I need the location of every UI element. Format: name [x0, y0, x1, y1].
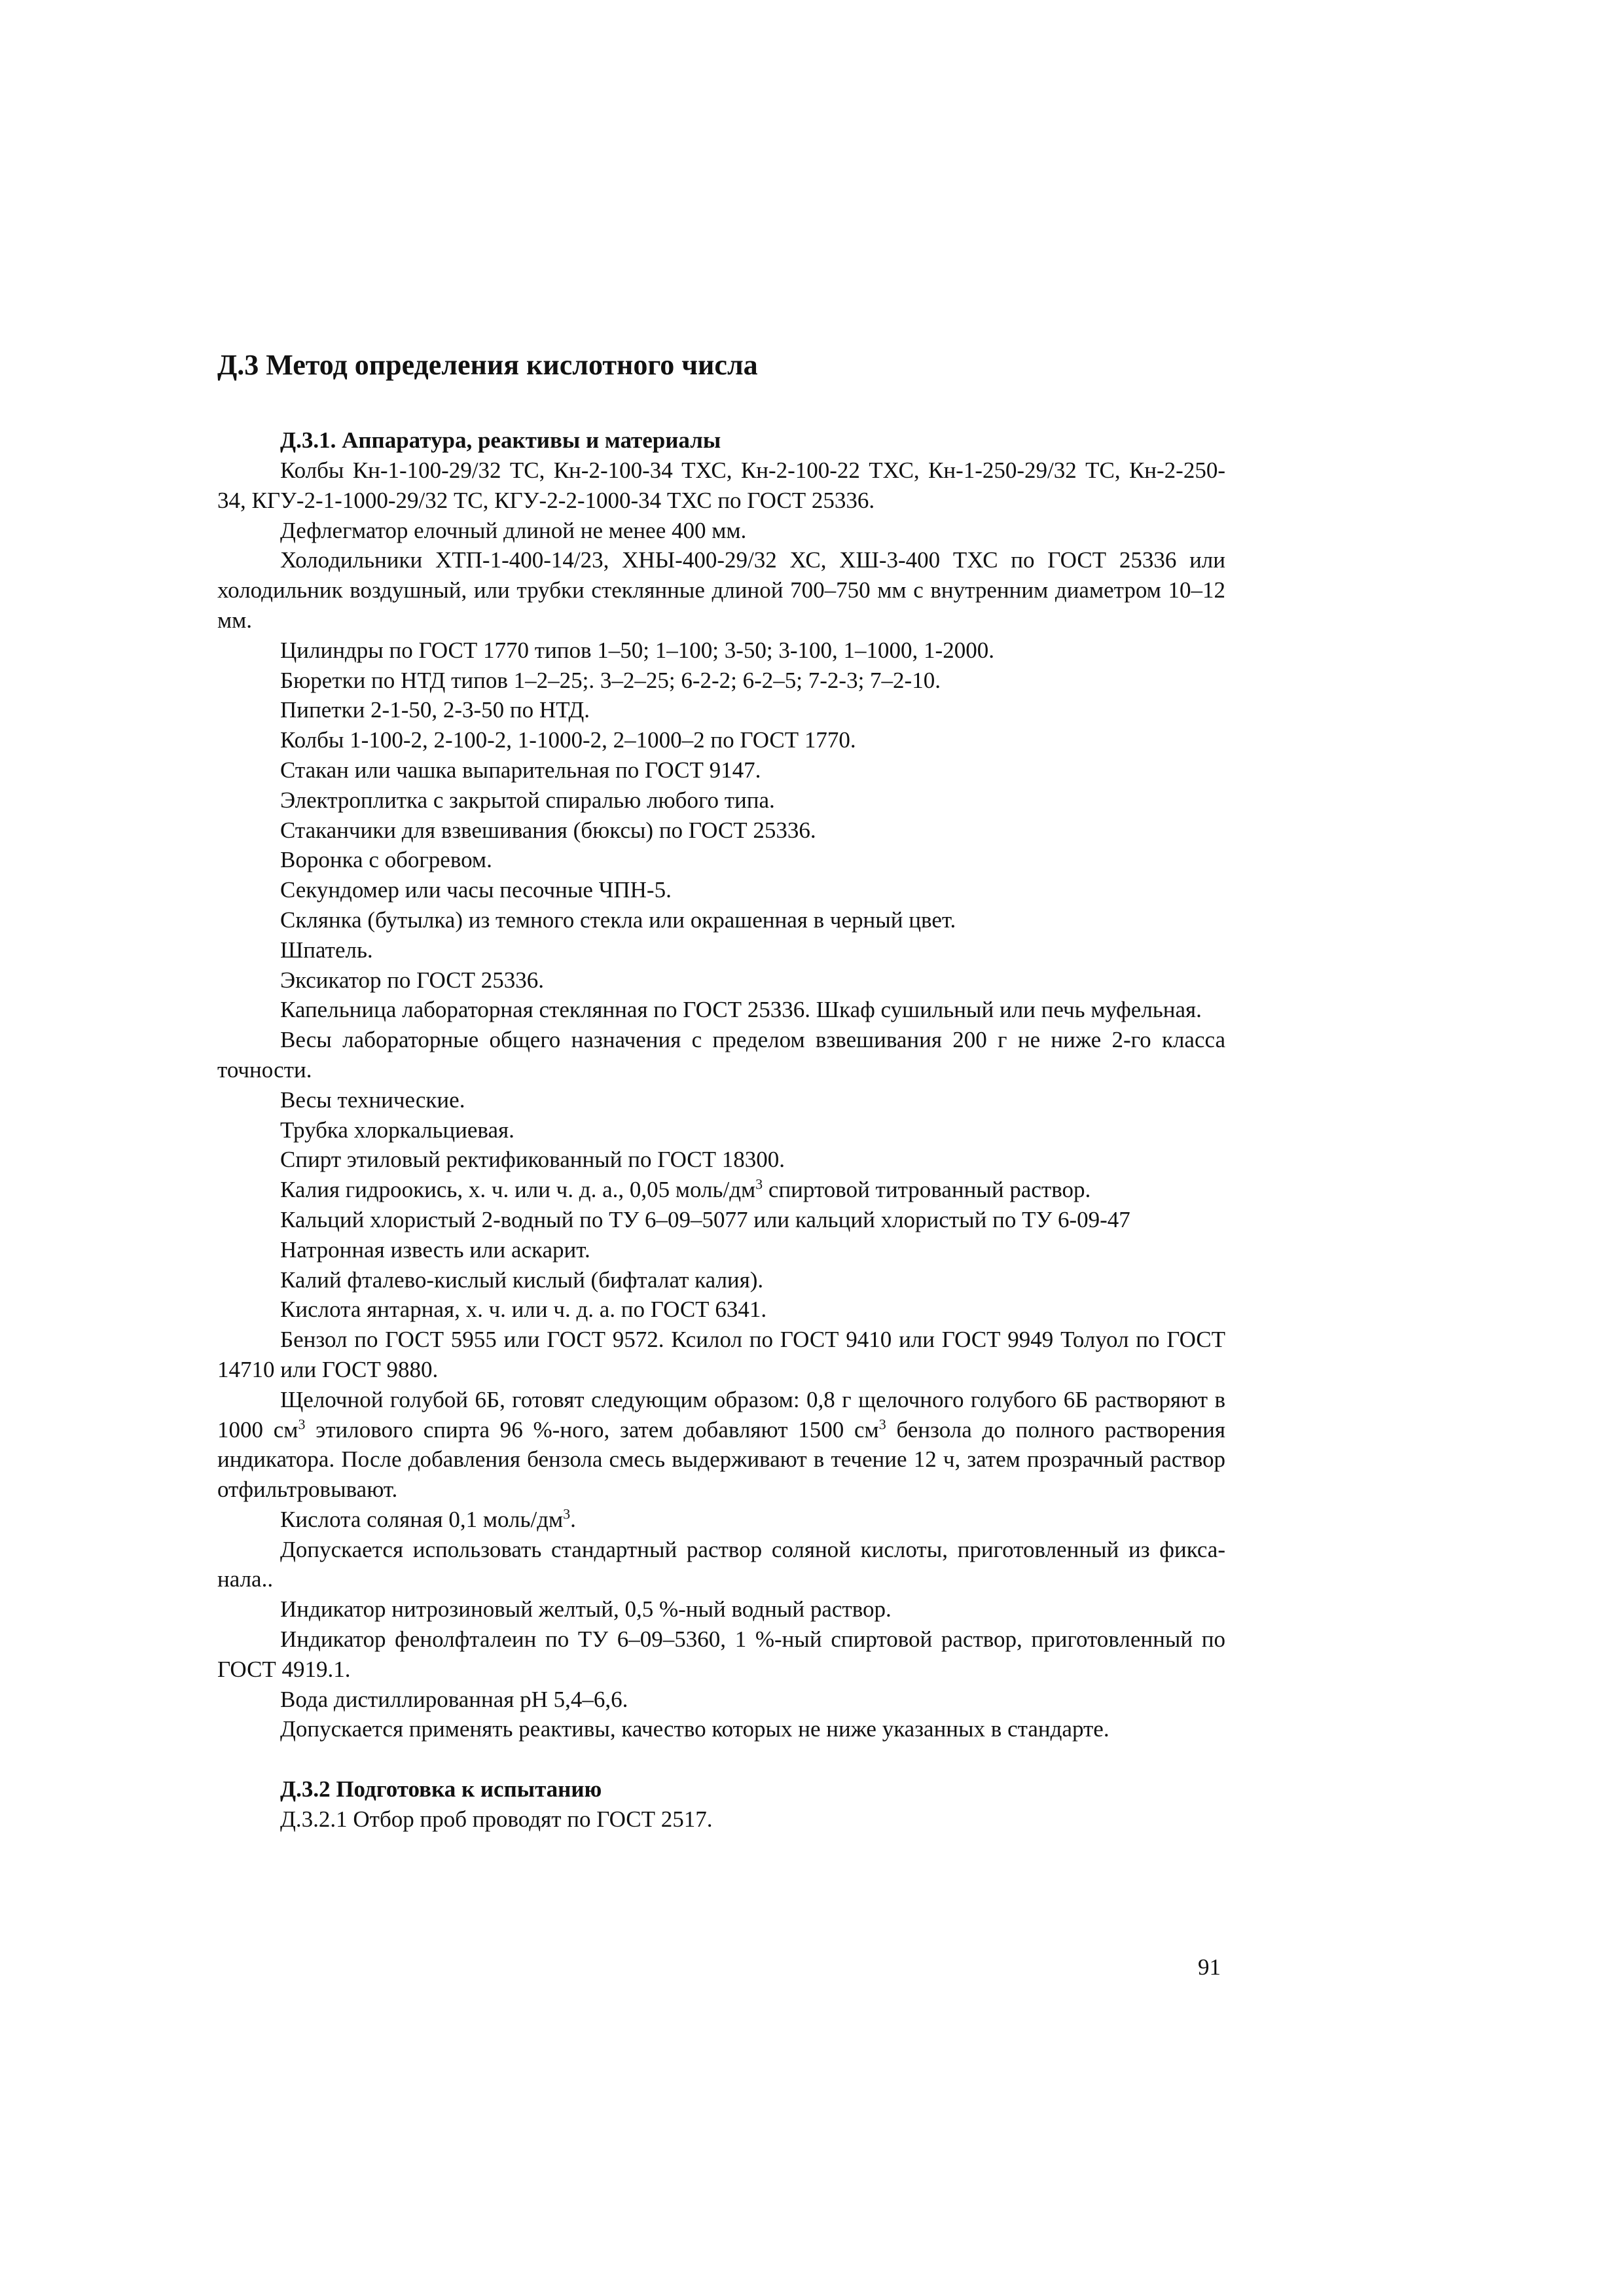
list-item: Воронка с обогревом. — [280, 847, 492, 873]
list-item: Колбы Кн-1-100-29/32 ТС, Кн-2-100-34 ТХС, Кн-2-100-22 ТХС, Кн-1-250-29/32 ТС, Кн-2-250-34, КГУ-2-1-1000-29/32 ТС, КГУ-2-2-1000-34 ТХС по ГОСТ 25336. — [217, 457, 1225, 513]
subsection-heading-text: Д.3.2 Подготовка к испытанию — [280, 1776, 602, 1803]
list-item: Капельница лабораторная стеклянная по ГОСТ 25336. Шкаф сушильный или печь муфельная. — [280, 997, 1202, 1023]
list-item: Индикатор фенолфталеин по ТУ 6–09–5360, 1 %-ный спиртовой раствор, приготовленный по ГОСТ 4919.1. — [217, 1626, 1225, 1682]
list-item: Стаканчики для взвешивания (бюксы) по ГОСТ 25336. — [280, 817, 816, 843]
list-item: Бюретки по НТД типов 1–2–25;. 3–2–25; 6-2-2; 6-2–5; 7-2-3; 7–2-10. — [280, 667, 941, 693]
list-item: Кальций хлористый 2-водный по ТУ 6–09–5077 или кальций хлористый по ТУ 6-09-47 — [280, 1206, 1130, 1232]
koh-text-end: спиртовой титрованный раствор. — [763, 1177, 1091, 1203]
list-item: Допускается применять реактивы, качество которых не ниже указанных в стандарте. — [280, 1716, 1110, 1742]
list-item-hcl — [217, 1505, 1225, 1535]
list-item: Секундомер или часы песочные ЧПН-5. — [280, 877, 672, 903]
list-item: Калий фталево-кислый кислый (бифталат калия). — [280, 1266, 764, 1293]
subsection-heading-preparation — [217, 1774, 1225, 1804]
subsection-heading-text: Д.3.1. Аппаратура, реактивы и материалы — [280, 427, 721, 453]
koh-text: Калия гидроокись, х. ч. или ч. д. а., 0,05 моль/дм — [280, 1177, 756, 1203]
list-item-indicator-preparation — [217, 1385, 1225, 1505]
list-item: Натронная известь или аскарит. — [280, 1236, 590, 1263]
list-item: Допускается использовать стандартный раствор соляной кислоты, приготовленный из фикса-нала.. — [217, 1536, 1225, 1592]
list-item: Склянка (бутылка) из темного стекла или окрашенная в черный цвет. — [280, 906, 956, 933]
section-title: Д.3 Метод определения кислотного числа — [217, 349, 758, 381]
list-item: Дефлегматор елочный длиной не менее 400 мм. — [280, 517, 747, 543]
indicator-text-c: бензола до полного растворения индикатора. После добавления бензола смесь выдерживают в течение 12 ч, затем прозрачный раствор отфильтровывают. — [217, 1416, 1225, 1503]
list-item: Пипетки 2-1-50, 2-3-50 по НТД. — [280, 697, 590, 723]
list-item: Колбы 1-100-2, 2-100-2, 1-1000-2, 2–1000–2 по ГОСТ 1770. — [280, 727, 856, 753]
indicator-text-a: Щелочной голубой 6Б, готовят следующим образом: 0,8 г щелочного голубого 6Б растворяют в 1000 см — [217, 1386, 1225, 1443]
list-item: Шпатель. — [280, 937, 373, 963]
list-item: Эксикатор по ГОСТ 25336. — [280, 967, 544, 993]
indicator-text-b: этилового спирта 96 %-ного, затем добавляют 1500 см — [305, 1416, 879, 1443]
hcl-text: Кислота соляная 0,1 моль/дм — [280, 1506, 564, 1532]
list-item: Трубка хлоркальциевая. — [280, 1117, 514, 1143]
paragraph-sampling: Д.3.2.1 Отбор проб проводят по ГОСТ 2517. — [280, 1806, 713, 1833]
list-item: Бензол по ГОСТ 5955 или ГОСТ 9572. Ксилол по ГОСТ 9410 или ГОСТ 9949 Толуол по ГОСТ 14710 или ГОСТ 9880. — [217, 1327, 1225, 1382]
list-item: Индикатор нитрозиновый желтый, 0,5 %-ный водный раствор. — [280, 1596, 892, 1623]
apparatus-list — [217, 456, 1225, 1744]
indicator-superscript-2: 3 — [878, 1415, 886, 1432]
koh-superscript: 3 — [755, 1175, 763, 1193]
hcl-superscript: 3 — [563, 1505, 571, 1522]
indicator-superscript-1: 3 — [298, 1415, 306, 1432]
document-body — [217, 347, 1225, 1835]
list-item: Весы лабораторные общего назначения с пределом взвешивания 200 г не ниже 2-го класса точности. — [217, 1027, 1225, 1083]
list-item: Холодильники ХТП-1-400-14/23, ХНЫ-400-29/32 ХС, ХШ-3-400 ТХС по ГОСТ 25336 или холодильник воздушный, или трубки стеклянные длиной 700–750 мм с внутренним диаметром 10–12 мм. — [217, 547, 1225, 633]
spacer — [217, 1744, 1225, 1774]
list-item-koh — [217, 1175, 1225, 1205]
list-item: Стакан или чашка выпарительная по ГОСТ 9147. — [280, 757, 761, 783]
list-item: Вода дистиллированная pH 5,4–6,6. — [280, 1686, 628, 1712]
hcl-text-end: . — [570, 1506, 576, 1532]
page-number: 91 — [1198, 1954, 1221, 1980]
list-item: Электроплитка с закрытой спиралью любого типа. — [280, 787, 775, 813]
subsection-heading-apparatus — [217, 425, 1225, 456]
list-item: Кислота янтарная, х. ч. или ч. д. а. по ГОСТ 6341. — [280, 1297, 767, 1323]
list-item: Спирт этиловый ректификованный по ГОСТ 18300. — [280, 1147, 785, 1173]
list-item: Цилиндры по ГОСТ 1770 типов 1–50; 1–100; 3-50; 3-100, 1–1000, 1-2000. — [280, 637, 994, 663]
list-item: Весы технические. — [280, 1086, 465, 1113]
